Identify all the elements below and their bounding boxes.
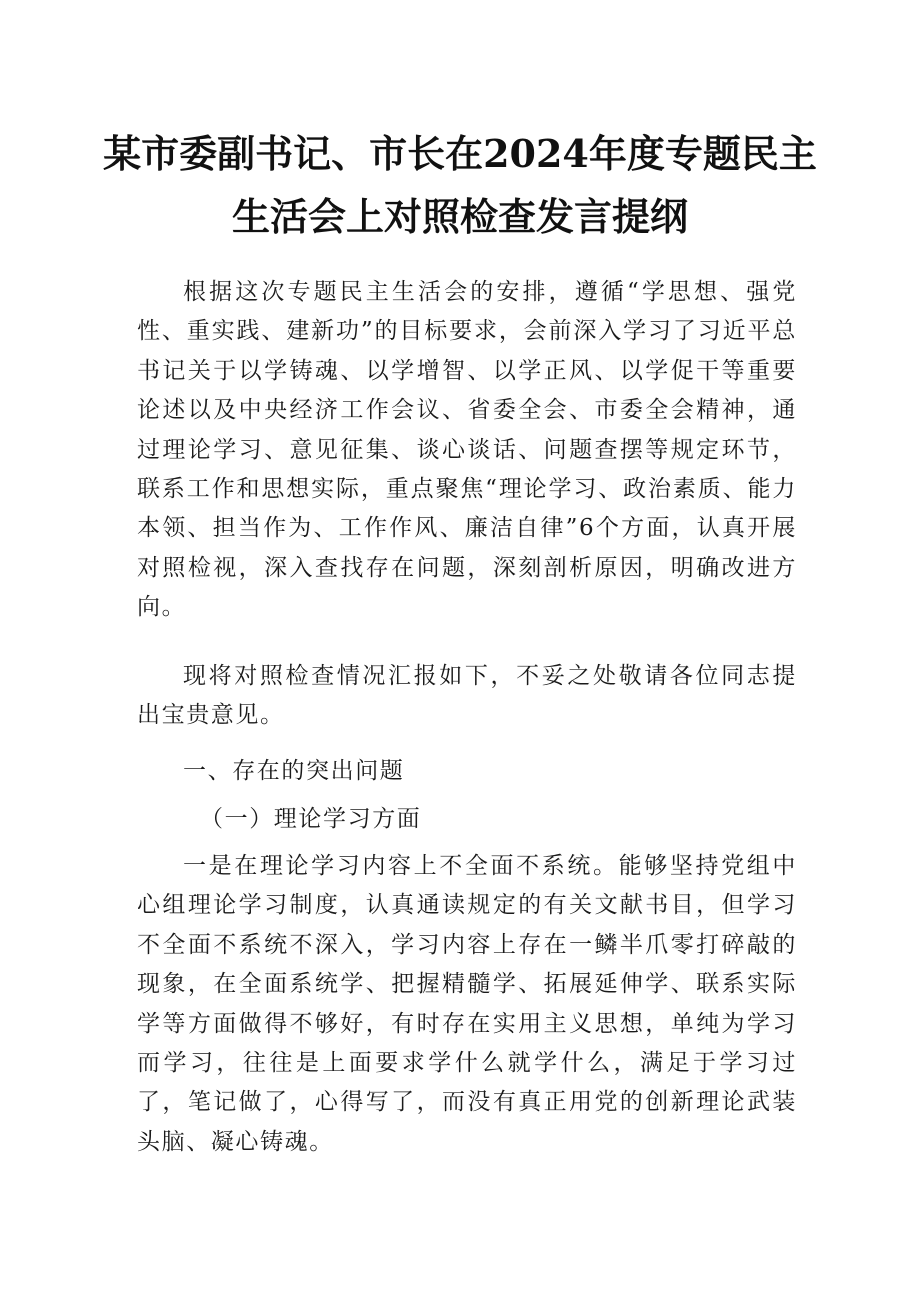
section-heading: 一、存在的突出问题	[183, 758, 405, 784]
document-title-line-1: 某市委副书记、市长在2024年度专题民主	[103, 131, 817, 176]
document-title-line-2: 生活会上对照检查发言提纲	[231, 194, 688, 239]
intro-paragraph: 根据这次专题民主生活会的安排，遵循“学思想、强党性、重实践、建新功”的目标要求，会前深入学习了习近平总书记关于以学铸魂、以学增智、以学正风、以学促干等重要论述以及中央经济工作会议、省委全会、市委全会精神，通过理论学习、意见征集、谈心谈话、问题查摆等规定环节，联系工作和思想实际，重点聚焦“理论学习、政治素质、能力本领、担当作为、工作作风、廉洁自律”6个方面，认真开展对照检视，深入查找存在问题，深刻剖析原因，明确改进方向。	[137, 279, 797, 621]
point-one-paragraph: 一是在理论学习内容上不全面不系统。能够坚持党组中心组理论学习制度，认真通读规定的有关文献书目，但学习不全面不系统不深入，学习内容上存在一鳞半爪零打碎敲的现象，在全面系统学、把握精髓学、拓展延伸学、联系实际学等方面做得不够好，有时存在实用主义思想，单纯为学习而学习，往往是上面要求学什么就学什么，满足于学习过了，笔记做了，心得写了，而没有真正用党的创新理论武装头脑、凝心铸魂。	[137, 853, 797, 1155]
report-paragraph: 现将对照检查情况汇报如下，不妥之处敬请各位同志提出宝贵意见。	[137, 663, 797, 729]
subsection-heading: （一）理论学习方面	[200, 806, 422, 832]
